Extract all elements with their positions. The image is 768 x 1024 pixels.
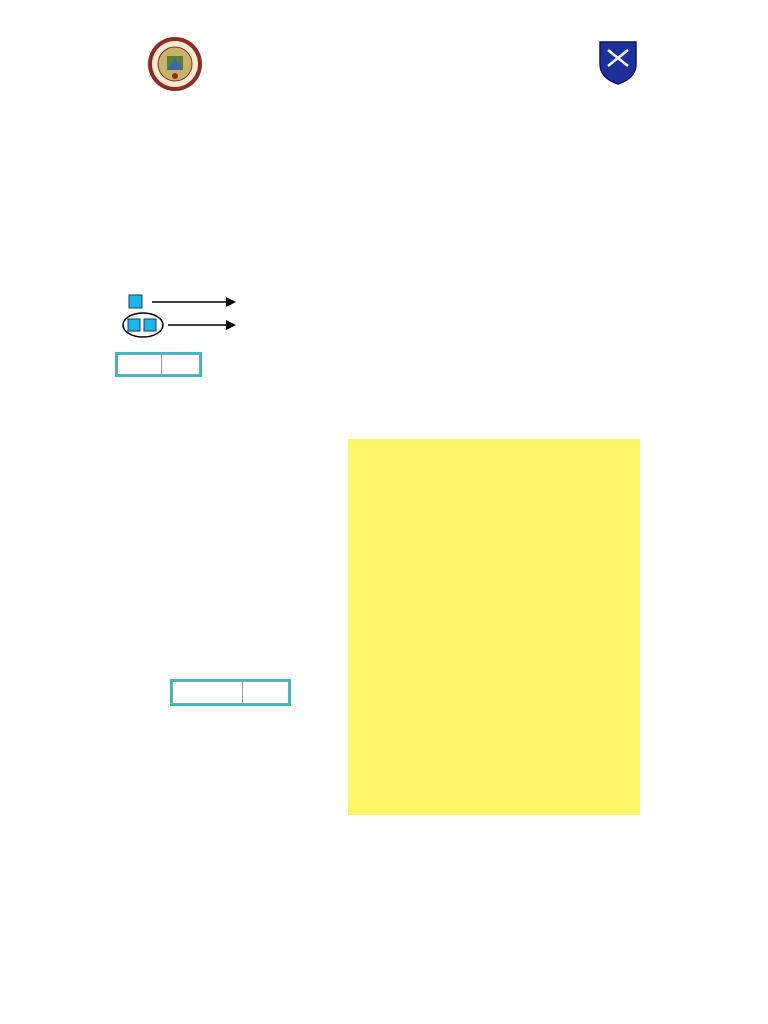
header-decimal [243, 682, 289, 704]
table-header-row [118, 355, 200, 375]
single-unit-square [129, 295, 142, 308]
binary-grouping-figure [348, 439, 640, 815]
university-seal-logo [147, 36, 203, 92]
arrow-head-icon [226, 320, 236, 330]
table-header-row [173, 682, 289, 704]
header-base10 [118, 355, 162, 375]
pair-square-1 [128, 319, 140, 331]
binary-decimal-table [170, 679, 291, 706]
header-base2 [162, 355, 200, 375]
header-binario [173, 682, 243, 704]
arrow-head-icon [226, 297, 236, 307]
unit-arrow-diagram [118, 288, 278, 344]
pair-square-2 [144, 319, 156, 331]
fourteen-units-squares [400, 392, 640, 440]
fni-shield-logo [596, 38, 640, 86]
base10-base2-table [115, 352, 202, 377]
